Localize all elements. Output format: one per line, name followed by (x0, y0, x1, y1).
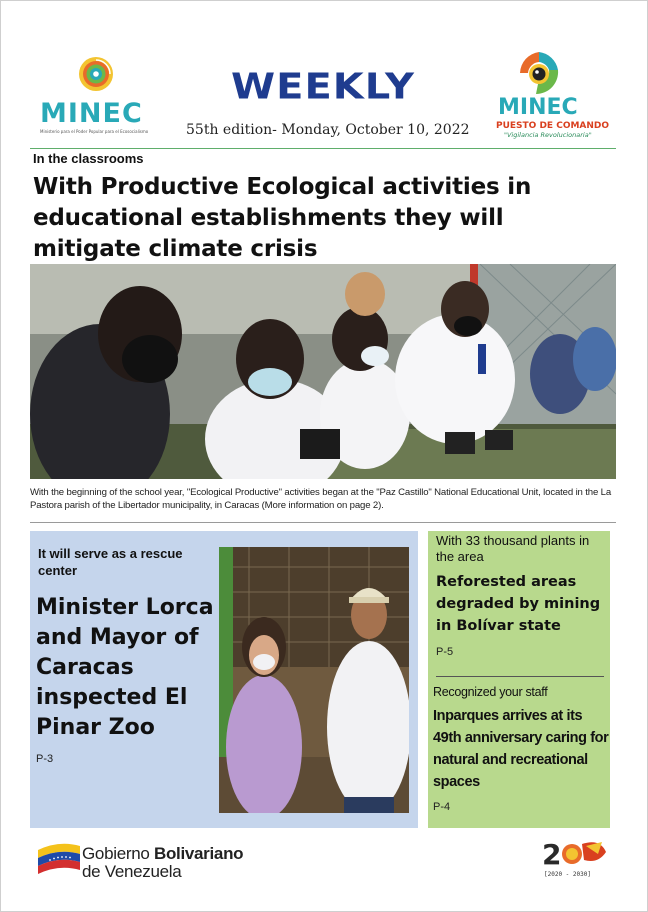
minec-eye-icon (514, 48, 564, 98)
edition-date: 55th edition- Monday, October 10, 2022 (186, 122, 470, 138)
inparques-page-ref[interactable]: P-4 (433, 801, 451, 813)
zoo-photo-illustration (219, 547, 409, 813)
zoo-story-box (30, 531, 418, 828)
header-divider (30, 148, 616, 149)
lead-kicker: In the classrooms (33, 151, 144, 166)
reforestation-kicker: With 33 thousand plants in the area (436, 533, 590, 564)
masthead-title: WEEKLY (231, 66, 415, 108)
minec-command-logo (494, 48, 610, 144)
inparques-kicker: Recognized your staff (433, 685, 548, 699)
zoo-page-ref[interactable]: P-3 (36, 753, 54, 765)
classroom-photo-illustration (30, 264, 616, 479)
minec-wordmark: MINEC (40, 98, 143, 129)
gov-bold-text: Bolivariano (153, 844, 244, 863)
gov-regular-text: Gobierno (82, 844, 154, 863)
anniversary-200-icon (540, 834, 612, 880)
svg-text:2: 2 (542, 838, 562, 871)
lead-headline[interactable]: With Productive Ecological activities in educational establishments they will mitigate climate crisis (33, 174, 532, 262)
side-stories-divider (436, 676, 604, 677)
government-name-line2: de Venezuela (82, 862, 182, 881)
zoo-headline[interactable]: Minister Lorca and Mayor of Caracas inspected El Pinar Zoo (36, 595, 214, 740)
side-stories-box (428, 531, 610, 828)
venezuela-flag-icon (38, 840, 80, 876)
anniversary-years: [2020 - 2030] (544, 871, 591, 878)
minec-swirl-icon (78, 56, 114, 92)
lead-photo-caption: With the beginning of the school year, "Ecological Productive" activities began at the "Paz Castillo" National Educational Unit, located in the La Pastora parish of the Libertador municipality, in Caracas (More information on page 2). (30, 487, 612, 511)
minec-command-wordmark: MINEC (498, 95, 578, 120)
reforestation-page-ref[interactable]: P-5 (436, 646, 454, 658)
government-name-line1 (82, 844, 243, 864)
section-divider (30, 522, 616, 523)
zoo-photo (219, 547, 409, 813)
reforestation-headline[interactable]: Reforested areas degraded by mining in Bolívar state (436, 574, 601, 634)
inparques-headline[interactable]: Inparques arrives at its 49th anniversary caring for natural and recreational spaces (433, 708, 609, 790)
minec-logo-left (38, 56, 150, 134)
minec-tagline: Ministerio para el Poder Popular para el Ecosocialismo (40, 129, 148, 134)
zoo-kicker: It will serve as a rescue center (38, 546, 183, 578)
lead-photo (30, 264, 616, 479)
minec-command-subtitle: PUESTO DE COMANDO (496, 121, 610, 131)
minec-command-motto: "Vigilancia Revolucionaria" (504, 131, 592, 139)
